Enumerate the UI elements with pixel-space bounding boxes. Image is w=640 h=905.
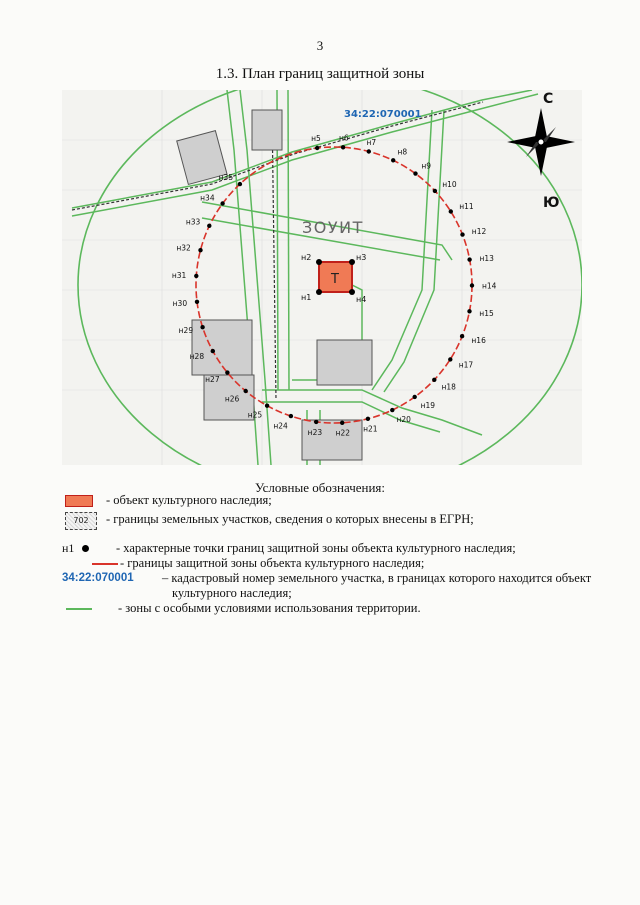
- boundary-point-label: н6: [338, 133, 349, 143]
- boundary-point-dot: [390, 408, 394, 412]
- boundary-point-label: н24: [273, 421, 288, 431]
- point-symbol-label: н1: [62, 541, 75, 555]
- boundary-point-dot: [315, 146, 319, 150]
- object-point-label: н2: [301, 253, 312, 262]
- boundary-point-dot: [220, 201, 224, 205]
- zone-label: ЗОУИТ: [302, 218, 364, 237]
- boundary-point-label: н21: [363, 424, 378, 434]
- boundary-point-dot: [200, 325, 204, 329]
- legend-parcels-text: - границы земельных участков, сведения о которых внесены в ЕГРН;: [106, 512, 474, 526]
- boundary-point-dot: [460, 232, 464, 236]
- boundary-point-dot: [340, 421, 344, 425]
- heritage-object: [319, 262, 352, 292]
- boundary-point-label: н17: [458, 360, 474, 370]
- boundary-point-dot: [367, 149, 371, 153]
- page-number: 3: [316, 38, 324, 53]
- boundary-point-dot: [207, 224, 211, 228]
- object-point-dot: [316, 259, 322, 265]
- boundary-point-dot: [289, 414, 293, 418]
- compass-north: С: [543, 91, 554, 107]
- legend-cadastral-text-line2: культурного наследия;: [172, 586, 292, 600]
- boundary-point-label: н25: [247, 410, 263, 420]
- boundary-point-label: н20: [396, 415, 411, 425]
- boundary-point-label: н32: [176, 243, 191, 253]
- boundary-point-label: н27: [205, 374, 220, 384]
- boundary-point-label: н7: [366, 137, 377, 147]
- boundary-point-label: н15: [479, 309, 494, 319]
- heritage-object-label: Т: [331, 272, 339, 287]
- compass-south: Ю: [543, 195, 560, 211]
- boundary-point-label: н11: [459, 202, 474, 212]
- boundary-point-label: н26: [224, 394, 240, 404]
- legend-heritage-text: - объект культурного наследия;: [106, 493, 272, 507]
- legend-item-points: [62, 541, 602, 556]
- boundary-point-label: н28: [189, 351, 205, 361]
- legend-item-cadastral: [62, 571, 602, 601]
- object-point-label: н3: [356, 253, 367, 262]
- boundary-point-dot: [467, 257, 471, 261]
- legend-cadastral-text-line1: – кадастровый номер земельного участка, в границах которого находится объект: [162, 571, 592, 585]
- boundary-point-label: н22: [335, 428, 351, 438]
- boundary-point-label: н30: [172, 299, 188, 308]
- boundary-point-dot: [449, 209, 453, 213]
- boundary-point-label: н10: [442, 180, 457, 190]
- object-point-label: н4: [356, 295, 367, 304]
- special-zone-line-swatch: [66, 608, 92, 610]
- boundary-point-label: н5: [311, 134, 321, 144]
- boundary-point-dot: [198, 248, 202, 252]
- boundary-point-dot: [225, 370, 229, 374]
- boundary-point-label: н12: [471, 227, 487, 236]
- boundary-point-dot: [460, 334, 464, 338]
- boundary-point-label: н9: [421, 161, 432, 171]
- legend-item-heritage: [62, 493, 602, 508]
- object-point-dot: [349, 289, 355, 295]
- boundary-point-label: н18: [441, 382, 456, 392]
- protection-zone-map: [62, 90, 582, 465]
- boundary-point-label: н8: [397, 147, 408, 157]
- boundary-point-label: н23: [307, 427, 323, 437]
- boundary-point-dot: [432, 378, 436, 382]
- boundary-point-label: н16: [471, 336, 486, 345]
- boundary-point-dot: [413, 395, 417, 399]
- boundary-point-dot: [366, 417, 370, 421]
- object-point-dot: [349, 259, 355, 265]
- legend-item-boundary: [62, 556, 602, 571]
- boundary-line-swatch: [92, 563, 118, 565]
- boundary-point-dot: [244, 389, 248, 393]
- boundary-point-dot: [314, 420, 318, 424]
- boundary-point-dot: [195, 300, 199, 304]
- boundary-point-dot: [341, 145, 345, 149]
- boundary-point-label: н29: [178, 326, 194, 336]
- boundary-point-label: н31: [171, 271, 187, 281]
- boundary-point-label: н34: [200, 193, 215, 203]
- boundary-point-label: н19: [420, 401, 436, 410]
- cadastral-number-label: 34:22:070001: [344, 109, 422, 120]
- boundary-point-dot: [211, 349, 215, 353]
- cadastral-symbol: 34:22:070001: [62, 572, 134, 584]
- plan-title: 1.3. План границ защитной зоны: [215, 66, 425, 82]
- boundary-point-label: н14: [482, 281, 497, 291]
- boundary-point-dot: [238, 182, 242, 186]
- point-symbol-dot: [82, 545, 89, 552]
- boundary-point-dot: [265, 404, 269, 408]
- boundary-point-dot: [413, 171, 417, 175]
- legend-special-zones-text: - зоны с особыми условиями использования территории.: [118, 601, 421, 615]
- object-point-label: н1: [301, 293, 312, 302]
- boundary-point-label: н35: [218, 172, 234, 182]
- boundary-point-label: н13: [479, 253, 494, 263]
- boundary-point-label: н33: [185, 217, 201, 227]
- boundary-point-dot: [448, 357, 452, 361]
- boundary-point-dot: [433, 189, 437, 193]
- boundary-point-dot: [194, 274, 198, 278]
- boundary-point-dot: [467, 309, 471, 313]
- boundary-point-dot: [391, 158, 395, 162]
- parcel-swatch: 702: [65, 512, 97, 530]
- legend-points-text: - характерные точки границ защитной зоны объекта культурного наследия;: [116, 541, 516, 555]
- object-point-dot: [316, 289, 322, 295]
- legend-title: Условные обозначения:: [254, 480, 386, 495]
- legend-item-parcels: [62, 512, 602, 530]
- legend-item-special-zones: [62, 601, 602, 616]
- boundary-point-dot: [470, 283, 474, 287]
- legend-boundary-text: - границы защитной зоны объекта культурного наследия;: [120, 556, 425, 570]
- heritage-swatch: [65, 495, 93, 507]
